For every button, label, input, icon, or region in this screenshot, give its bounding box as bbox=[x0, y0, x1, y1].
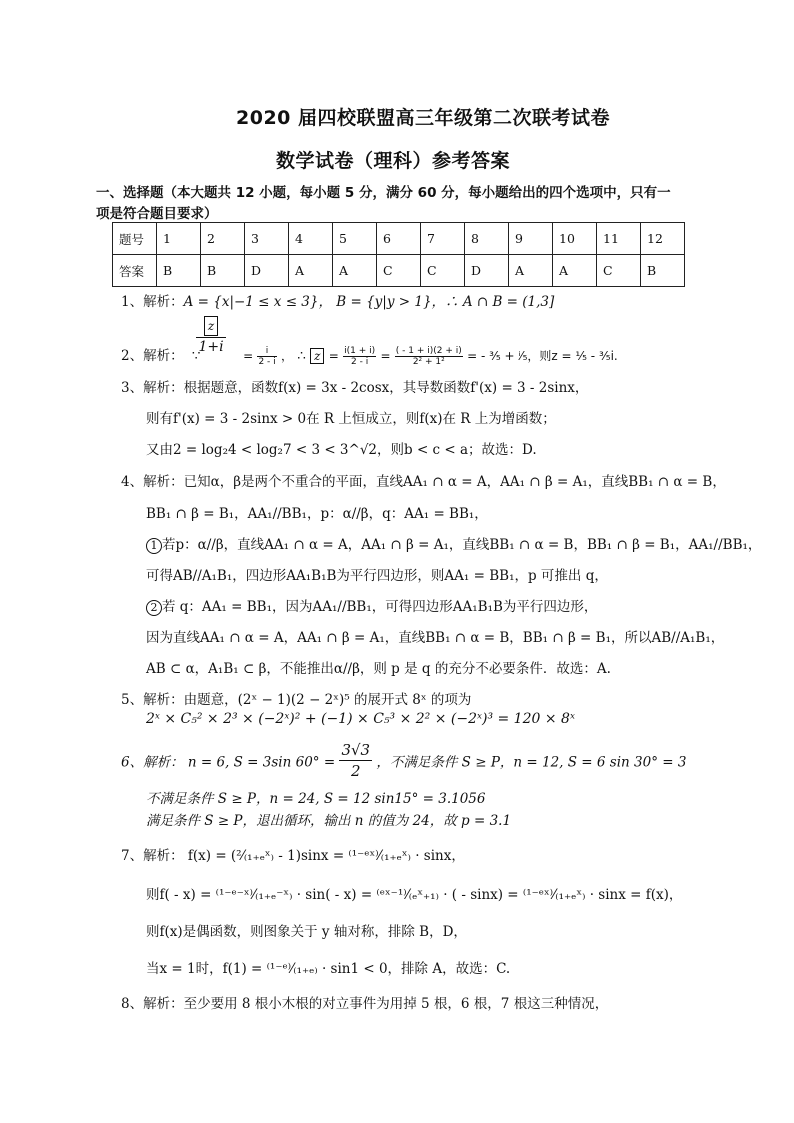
q1-label: 1、解析： bbox=[121, 294, 184, 310]
q5-line1: 5、解析：由题意，(2ˣ − 1)(2 − 2ˣ)⁵ 的展开式 8ˣ 的项为 bbox=[121, 692, 472, 708]
table-row bbox=[113, 255, 685, 287]
table-cell: D bbox=[245, 255, 289, 287]
table-cell: D bbox=[465, 255, 509, 287]
table-cell: A bbox=[509, 255, 553, 287]
q7-line3: 则f(x)是偶函数，则图象关于 y 轴对称，排除 B，D， bbox=[146, 924, 467, 940]
q2-line: 2、解析： ∵ = $\frac{i}{2 - i}$ ， ∴ z = $\frac{i(1 + i)}{2 - i}$ = $\frac{( - 1 + i)(2 + i)}{\text{2² + 1²}}$ = - ³⁄₅ + ⁱ⁄₅，则z = ¹⁄₅ - ³⁄₅i. bbox=[121, 346, 618, 367]
table-cell: 11 bbox=[597, 223, 641, 255]
table-row bbox=[113, 223, 685, 255]
q7-line1: 7、解析： f(x) = (²⁄₍₁₊ₑˣ₎ - 1)sinx = ⁽¹⁻ᵉˣ⁾⁄₍₁₊ₑˣ₎ · sinx， bbox=[121, 848, 465, 864]
q4-line7: AB ⊂ α，A₁B₁ ⊂ β，不能推出α//β，则 p 是 q 的充分不必要条件．故选：A. bbox=[146, 661, 611, 677]
q7-line2: 则f( - x) = ⁽¹⁻ᵉ⁻ˣ⁾⁄₍₁₊ₑ⁻ˣ₎ · sin( - x) = ⁽ᵉˣ⁻¹⁾⁄₍ₑˣ₊₁₎ · ( - sinx) = ⁽¹⁻ᵉˣ⁾⁄₍₁₊ₑˣ₎ · sinx = f(x)， bbox=[146, 887, 683, 903]
q1-line bbox=[121, 290, 554, 310]
table-cell: 10 bbox=[553, 223, 597, 255]
table-cell: 4 bbox=[289, 223, 333, 255]
table-cell: 12 bbox=[641, 223, 685, 255]
q6-line2: 不满足条件 S ≥ P，n = 24, S = 12 sin15° = 3.1056 bbox=[146, 791, 486, 807]
q3-line1: 3、解析：根据题意，函数f(x) = 3x - 2cosx，其导数函数f'(x) = 3 - 2sinx， bbox=[121, 380, 589, 396]
q2-frac1: $\frac{i}{2 - i}$ bbox=[258, 346, 276, 367]
q2-denominator: 1+i bbox=[198, 339, 224, 355]
section-heading: 一、选择题（本大题共 12 小题，每小题 5 分，满分 60 分，每小题给出的四个选项中，只有一 bbox=[96, 185, 671, 201]
table-cell: 7 bbox=[421, 223, 465, 255]
q2-frac3: $\frac{( - 1 + i)(2 + i)}{\text{2² + 1²}}$ bbox=[395, 346, 462, 367]
q4-line2: BB₁ ∩ β = B₁，AA₁//BB₁，p：α//β，q：AA₁ = BB₁， bbox=[146, 506, 488, 522]
table-cell: C bbox=[421, 255, 465, 287]
table-cell: 2 bbox=[201, 223, 245, 255]
z-conjugate-box: z bbox=[204, 316, 218, 336]
q2-result: = - ³⁄₅ + ⁱ⁄₅，则z = ¹⁄₅ - ³⁄₅i. bbox=[467, 349, 618, 363]
table-cell: B bbox=[157, 255, 201, 287]
table-cell: B bbox=[201, 255, 245, 287]
table-cell: 3 bbox=[245, 223, 289, 255]
table-cell: A bbox=[333, 255, 377, 287]
q1-formula: A = {x|−1 ≤ x ≤ 3}， B = {y|y > 1}，∴ A ∩ B = (1,3] bbox=[183, 294, 555, 310]
page-subtitle: 数学试卷（理科）参考答案 bbox=[276, 150, 511, 172]
q7-line4: 当x = 1时，f(1) = ⁽¹⁻ᵉ⁾⁄₍₁₊ₑ₎ · sin1 < 0，排除 A，故选：C. bbox=[146, 961, 511, 977]
table-cell: 8 bbox=[465, 223, 509, 255]
circled-number-1: 1 bbox=[146, 538, 162, 554]
table-cell: A bbox=[289, 255, 333, 287]
q2-label: 2、解析： bbox=[121, 348, 184, 364]
table-cell: 9 bbox=[509, 223, 553, 255]
q3-line3: 又由2 = log₂4 < log₂7 < 3 < 3^√2，则b < c < a；故选：D. bbox=[146, 442, 537, 458]
table-cell: 6 bbox=[377, 223, 421, 255]
answer-table bbox=[112, 222, 685, 287]
z-conjugate-box-2: z bbox=[310, 348, 324, 364]
q4-line3: 1 若p：α//β，直线AA₁ ∩ α = A，AA₁ ∩ β = A₁，直线BB₁ ∩ α = B，BB₁ ∩ β = B₁，AA₁//BB₁， bbox=[146, 533, 761, 554]
table-cell: 5 bbox=[333, 223, 377, 255]
table-cell: C bbox=[597, 255, 641, 287]
section-heading-cont: 项是符合题目要求） bbox=[96, 206, 218, 222]
table-cell: A bbox=[553, 255, 597, 287]
q6-fraction: $\frac{3√3}{2}$ bbox=[341, 741, 371, 780]
q4-line1: 4、解析：已知α，β是两个不重合的平面，直线AA₁ ∩ α = A，AA₁ ∩ β = A₁，直线BB₁ ∩ α = B， bbox=[121, 474, 726, 490]
q2-frac2: $\frac{i(1 + i)}{2 - i}$ bbox=[344, 346, 376, 367]
table-cell: C bbox=[377, 255, 421, 287]
q5-line2: 2ˣ × C₅² × 2³ × (−2ˣ)² + (−1) × C₅³ × 2² × (−2ˣ)³ = 120 × 8ˣ bbox=[146, 711, 575, 727]
table-cell: 1 bbox=[157, 223, 201, 255]
q4-line4: 可得AB//A₁B₁，四边形AA₁B₁B为平行四边形，则AA₁ = BB₁，p 可推出 q， bbox=[146, 568, 608, 584]
q4-line6: 因为直线AA₁ ∩ α = A，AA₁ ∩ β = A₁，直线BB₁ ∩ α = B，BB₁ ∩ β = B₁，所以AB//A₁B₁， bbox=[146, 630, 725, 646]
table-cell: B bbox=[641, 255, 685, 287]
q6-line1: 6、解析： n = 6, S = 3sin 60° = $\frac{3√3}{2}$ ，不满足条件 S ≥ P，n = 12, S = 6 sin 30° = 3 bbox=[121, 741, 687, 780]
q4-line5: 2 若 q：AA₁ = BB₁，因为AA₁//BB₁，可得四边形AA₁B₁B为平行四边形， bbox=[146, 595, 597, 616]
q6-line3: 满足条件 S ≥ P，退出循环，输出 n 的值为 24，故 p = 3.1 bbox=[146, 813, 512, 829]
table-header-cell: 题号 bbox=[113, 223, 157, 255]
page-title: 2020 届四校联盟高三年级第二次联考试卷 bbox=[236, 107, 610, 129]
circled-number-2: 2 bbox=[146, 600, 162, 616]
q8-line1: 8、解析：至少要用 8 根小木根的对立事件为用掉 5 根，6 根，7 根这三种情况， bbox=[121, 996, 609, 1012]
table-header-cell: 答案 bbox=[113, 255, 157, 287]
q3-line2: 则有f'(x) = 3 - 2sinx > 0在 R 上恒成立，则f(x)在 R 上为增函数； bbox=[146, 411, 556, 427]
